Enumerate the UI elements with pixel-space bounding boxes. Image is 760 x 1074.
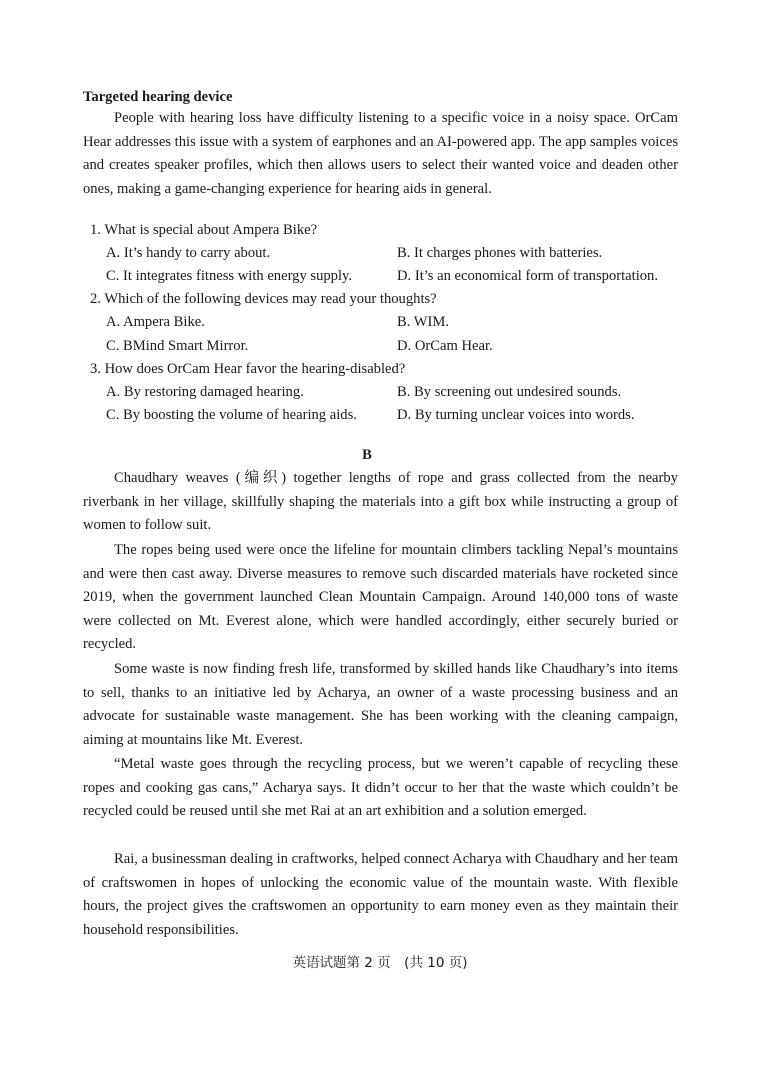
question-2-option-d: D. OrCam Hear.	[397, 338, 493, 354]
paragraph-hearing-device: People with hearing loss have difficulty listening to a specific voice in a noisy space. OrCam Hear addresses this issue with a system of earphones and an AI-powered app. The app samples voices and creates speaker profiles, which then allows users to select their wanted voice and deaden other ones, making a game-changing experience for hearing aids in general.	[83, 110, 678, 197]
page-footer: 英语试题第 2 页 (共 10 页)	[292, 955, 468, 971]
question-1-option-c: C. It integrates fitness with energy supply.	[106, 268, 353, 284]
question-3-stem: 3. How does OrCam Hear favor the hearing-disabled?	[90, 361, 406, 377]
question-3-option-b: B. By screening out undesired sounds.	[397, 384, 622, 400]
question-1-option-a: A. It’s handy to carry about.	[106, 245, 271, 261]
question-2-option-c: C. BMind Smart Mirror.	[106, 338, 249, 354]
passage-b-paragraph-2: The ropes being used were once the lifeline for mountain climbers tackling Nepal’s mountains and were then cast away. Diverse measures to remove such discarded materials have rocketed since 2019, when the government launched Clean Mountain Campaign. Around 140,000 tons of waste were collected on Mt. Everest alone, which were handled accordingly, either securely buried or recycled.	[83, 542, 678, 653]
passage-b-paragraph-3: Some waste is now finding fresh life, transformed by skilled hands like Chaudhary’s into items to sell, thanks to an initiative led by Acharya, an owner of a waste processing business and an advocate for sustainable waste management. She has been working with the cleaning campaign, aiming at mountains like Mt. Everest.	[83, 661, 678, 748]
question-2-stem: 2. Which of the following devices may read your thoughts?	[90, 291, 437, 307]
question-1-option-d: D. It’s an economical form of transportation.	[397, 268, 658, 284]
section-b-label: B	[362, 447, 372, 463]
section-heading-hearing-device: Targeted hearing device	[83, 89, 233, 105]
question-3-option-c: C. By boosting the volume of hearing aids.	[106, 407, 357, 423]
question-1-stem: 1. What is special about Ampera Bike?	[90, 222, 318, 238]
question-1-option-b: B. It charges phones with batteries.	[397, 245, 603, 261]
question-2-option-b: B. WIM.	[397, 314, 450, 330]
question-3-option-d: D. By turning unclear voices into words.	[397, 407, 635, 423]
question-3-option-a: A. By restoring damaged hearing.	[106, 384, 304, 400]
passage-b-paragraph-5: Rai, a businessman dealing in craftworks, helped connect Acharya with Chaudhary and her team of craftswomen in hopes of unlocking the economic value of the mountain waste. With flexible hours, the project gives the craftswomen an opportunity to earn money even as they maintain their household responsibilities.	[83, 851, 678, 938]
question-2-option-a: A. Ampera Bike.	[106, 314, 205, 330]
passage-b-paragraph-1: Chaudhary weaves (编织) together lengths of rope and grass collected from the nearby riverbank in her village, skillfully shaping the materials into a gift box while instructing a group of women to follow suit.	[83, 470, 678, 534]
passage-b-paragraph-4: “Metal waste goes through the recycling process, but we weren’t capable of recycling these ropes and cooking gas cans,” Acharya says. It didn’t occur to her that the waste which couldn’t be recycled could be reused until she met Rai at an art exhibition and a solution emerged.	[83, 756, 678, 820]
